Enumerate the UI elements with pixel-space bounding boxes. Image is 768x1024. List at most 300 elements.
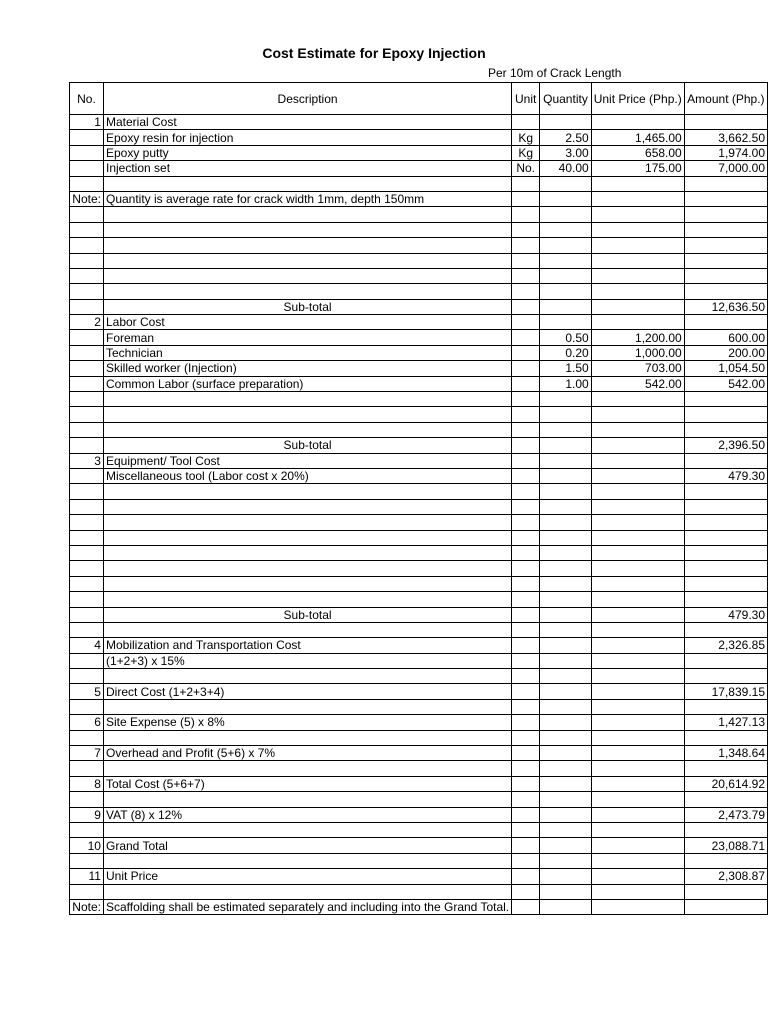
cell-unit — [512, 884, 540, 899]
cell-unit-price — [591, 284, 684, 299]
cell-description: Common Labor (surface preparation) — [103, 376, 511, 391]
cell-unit-price — [591, 392, 684, 407]
cell-description: Site Expense (5) x 8% — [103, 715, 511, 730]
cell-no — [70, 268, 104, 283]
cell-quantity — [540, 884, 591, 899]
cell-no: 11 — [70, 869, 104, 884]
cell-amount — [684, 222, 767, 237]
cell-unit — [512, 392, 540, 407]
cell-no — [70, 145, 104, 160]
cell-unit — [512, 315, 540, 330]
cell-unit-price — [591, 484, 684, 499]
cell-description: (1+2+3) x 15% — [103, 653, 511, 668]
cell-unit — [512, 622, 540, 637]
cell-description — [103, 545, 511, 560]
cell-unit — [512, 407, 540, 422]
cell-no — [70, 515, 104, 530]
cell-quantity: 40.00 — [540, 161, 591, 176]
cell-amount — [684, 207, 767, 222]
cell-unit — [512, 807, 540, 822]
cell-unit-price — [591, 638, 684, 653]
cell-no — [70, 176, 104, 191]
cell-quantity — [540, 176, 591, 191]
cell-unit — [512, 468, 540, 483]
cell-unit — [512, 715, 540, 730]
cell-unit — [512, 484, 540, 499]
cell-unit-price — [591, 530, 684, 545]
cell-no — [70, 822, 104, 837]
cell-description — [103, 222, 511, 237]
cell-description: Direct Cost (1+2+3+4) — [103, 684, 511, 699]
cell-unit-price: 703.00 — [591, 361, 684, 376]
cell-description — [103, 515, 511, 530]
cell-quantity — [540, 407, 591, 422]
table-row — [70, 299, 768, 314]
cell-no — [70, 622, 104, 637]
cell-unit — [512, 869, 540, 884]
cell-no: 5 — [70, 684, 104, 699]
cell-unit — [512, 699, 540, 714]
cell-quantity — [540, 607, 591, 622]
table-row — [70, 545, 768, 560]
cell-amount — [684, 884, 767, 899]
cell-unit-price — [591, 622, 684, 637]
cell-no — [70, 361, 104, 376]
cell-unit — [512, 330, 540, 345]
cell-no — [70, 530, 104, 545]
cell-unit — [512, 792, 540, 807]
cell-no — [70, 345, 104, 360]
cell-unit — [512, 853, 540, 868]
cell-description — [103, 253, 511, 268]
cell-unit-price — [591, 746, 684, 761]
cell-amount: 479.30 — [684, 607, 767, 622]
cell-no — [70, 607, 104, 622]
table-row — [70, 345, 768, 360]
table-row — [70, 684, 768, 699]
cell-description — [103, 622, 511, 637]
cell-quantity: 0.20 — [540, 345, 591, 360]
cell-description — [103, 268, 511, 283]
cell-amount — [684, 592, 767, 607]
table-row — [70, 376, 768, 391]
cell-unit-price — [591, 792, 684, 807]
cell-quantity — [540, 853, 591, 868]
cell-amount — [684, 238, 767, 253]
table-row — [70, 361, 768, 376]
cell-description — [103, 792, 511, 807]
cell-quantity — [540, 545, 591, 560]
cell-no — [70, 299, 104, 314]
cell-description: Material Cost — [103, 115, 511, 130]
cell-quantity — [540, 899, 591, 914]
cell-description: Epoxy putty — [103, 145, 511, 160]
cell-amount: 20,614.92 — [684, 776, 767, 791]
cell-no — [70, 730, 104, 745]
cell-no: 1 — [70, 115, 104, 130]
cell-amount: 1,427.13 — [684, 715, 767, 730]
cell-no — [70, 330, 104, 345]
cell-unit — [512, 191, 540, 206]
cell-description — [103, 484, 511, 499]
cell-description: Sub-total — [103, 438, 511, 453]
cell-unit — [512, 530, 540, 545]
cost-estimate-table — [69, 82, 768, 915]
cell-unit-price — [591, 238, 684, 253]
cell-description: Grand Total — [103, 838, 511, 853]
cell-unit-price — [591, 653, 684, 668]
cell-quantity — [540, 792, 591, 807]
cell-unit — [512, 669, 540, 684]
cell-quantity — [540, 315, 591, 330]
cell-quantity — [540, 284, 591, 299]
cell-no — [70, 392, 104, 407]
cell-unit-price — [591, 207, 684, 222]
cell-amount: 7,000.00 — [684, 161, 767, 176]
cell-description — [103, 530, 511, 545]
cell-unit-price — [591, 468, 684, 483]
cell-description: Miscellaneous tool (Labor cost x 20%) — [103, 468, 511, 483]
cell-quantity — [540, 268, 591, 283]
cell-quantity — [540, 438, 591, 453]
cell-no: Note: — [70, 899, 104, 914]
table-row — [70, 838, 768, 853]
cell-unit — [512, 684, 540, 699]
table-row — [70, 453, 768, 468]
cell-unit-price — [591, 899, 684, 914]
cell-amount — [684, 453, 767, 468]
table-row — [70, 392, 768, 407]
cell-description — [103, 499, 511, 514]
cell-unit-price — [591, 669, 684, 684]
cell-unit — [512, 207, 540, 222]
cell-unit — [512, 299, 540, 314]
cell-unit — [512, 222, 540, 237]
cell-description: Total Cost (5+6+7) — [103, 776, 511, 791]
header-row — [70, 83, 768, 115]
cell-amount: 1,974.00 — [684, 145, 767, 160]
cell-amount — [684, 699, 767, 714]
cell-quantity — [540, 392, 591, 407]
header-unit-price: Unit Price (Php.) — [591, 83, 684, 115]
cell-description — [103, 176, 511, 191]
cell-unit-price — [591, 869, 684, 884]
cell-unit — [512, 561, 540, 576]
table-row — [70, 746, 768, 761]
cell-amount — [684, 576, 767, 591]
cell-no — [70, 161, 104, 176]
table-row — [70, 176, 768, 191]
cell-description: Mobilization and Transportation Cost — [103, 638, 511, 653]
cell-amount — [684, 761, 767, 776]
cell-description: Injection set — [103, 161, 511, 176]
cell-no: Note: — [70, 191, 104, 206]
cell-unit — [512, 422, 540, 437]
cell-unit — [512, 268, 540, 283]
cell-unit-price: 542.00 — [591, 376, 684, 391]
cell-description — [103, 884, 511, 899]
cell-unit — [512, 499, 540, 514]
cell-amount — [684, 530, 767, 545]
header-no: No. — [70, 83, 104, 115]
cell-unit — [512, 653, 540, 668]
cell-unit — [512, 822, 540, 837]
cell-quantity — [540, 622, 591, 637]
cell-no: 6 — [70, 715, 104, 730]
cell-unit-price: 1,465.00 — [591, 130, 684, 145]
cell-unit-price — [591, 453, 684, 468]
cell-amount — [684, 253, 767, 268]
table-row — [70, 715, 768, 730]
cell-no: 2 — [70, 315, 104, 330]
table-row — [70, 238, 768, 253]
cell-unit-price: 1,200.00 — [591, 330, 684, 345]
table-row — [70, 284, 768, 299]
per-length-note: Per 10m of Crack Length — [488, 66, 622, 80]
cell-quantity — [540, 561, 591, 576]
cell-no: 4 — [70, 638, 104, 653]
cell-unit-price — [591, 499, 684, 514]
cell-quantity — [540, 776, 591, 791]
cell-amount — [684, 515, 767, 530]
table-row — [70, 792, 768, 807]
header-unit: Unit — [512, 83, 540, 115]
cell-amount — [684, 407, 767, 422]
table-row — [70, 576, 768, 591]
cell-description: Quantity is average rate for crack width 1mm, depth 150mm — [103, 191, 511, 206]
cell-no — [70, 238, 104, 253]
cell-quantity — [540, 222, 591, 237]
cell-unit-price — [591, 561, 684, 576]
cell-description: Labor Cost — [103, 315, 511, 330]
cell-amount: 600.00 — [684, 330, 767, 345]
cell-quantity: 2.50 — [540, 130, 591, 145]
cell-unit-price: 175.00 — [591, 161, 684, 176]
table-row — [70, 853, 768, 868]
cell-unit — [512, 545, 540, 560]
cell-amount — [684, 561, 767, 576]
cell-amount — [684, 176, 767, 191]
cell-amount: 2,308.87 — [684, 869, 767, 884]
cell-unit-price — [591, 715, 684, 730]
cell-quantity — [540, 699, 591, 714]
cell-amount — [684, 792, 767, 807]
cell-no: 8 — [70, 776, 104, 791]
cell-description: Overhead and Profit (5+6) x 7% — [103, 746, 511, 761]
cell-quantity — [540, 730, 591, 745]
cell-unit-price — [591, 515, 684, 530]
cell-quantity — [540, 484, 591, 499]
cell-amount — [684, 268, 767, 283]
cell-amount — [684, 822, 767, 837]
cell-amount: 12,636.50 — [684, 299, 767, 314]
cell-unit — [512, 438, 540, 453]
cell-amount: 1,054.50 — [684, 361, 767, 376]
cell-no — [70, 438, 104, 453]
cell-unit-price — [591, 299, 684, 314]
cell-quantity: 3.00 — [540, 145, 591, 160]
cell-description — [103, 422, 511, 437]
table-row — [70, 530, 768, 545]
cell-quantity — [540, 669, 591, 684]
table-row — [70, 315, 768, 330]
cell-no — [70, 376, 104, 391]
cell-unit — [512, 746, 540, 761]
table-row — [70, 207, 768, 222]
table-row — [70, 115, 768, 130]
cell-unit — [512, 730, 540, 745]
cell-no — [70, 592, 104, 607]
table-row — [70, 484, 768, 499]
table-row — [70, 253, 768, 268]
cell-amount — [684, 392, 767, 407]
cell-description: Foreman — [103, 330, 511, 345]
cell-unit — [512, 638, 540, 653]
cell-description: Technician — [103, 345, 511, 360]
cell-unit: Kg — [512, 130, 540, 145]
table-row — [70, 499, 768, 514]
cell-unit-price — [591, 268, 684, 283]
cell-quantity — [540, 638, 591, 653]
cell-unit — [512, 761, 540, 776]
cell-description: Sub-total — [103, 607, 511, 622]
cell-quantity — [540, 807, 591, 822]
cell-unit — [512, 453, 540, 468]
cell-no: 10 — [70, 838, 104, 853]
cell-amount — [684, 730, 767, 745]
cell-quantity — [540, 207, 591, 222]
cell-amount: 17,839.15 — [684, 684, 767, 699]
cell-amount: 2,326.85 — [684, 638, 767, 653]
header-amount: Amount (Php.) — [684, 83, 767, 115]
table-row — [70, 776, 768, 791]
cell-no — [70, 561, 104, 576]
cell-quantity — [540, 453, 591, 468]
cell-unit — [512, 176, 540, 191]
cell-unit — [512, 576, 540, 591]
cell-amount: 2,396.50 — [684, 438, 767, 453]
cell-unit-price — [591, 422, 684, 437]
cell-no — [70, 545, 104, 560]
cell-description — [103, 699, 511, 714]
cell-unit-price — [591, 438, 684, 453]
cell-unit-price — [591, 884, 684, 899]
cell-quantity — [540, 422, 591, 437]
cell-unit-price — [591, 607, 684, 622]
cell-quantity — [540, 499, 591, 514]
cell-unit — [512, 899, 540, 914]
cell-unit — [512, 838, 540, 853]
cell-amount — [684, 315, 767, 330]
cell-unit-price — [591, 761, 684, 776]
cell-no — [70, 499, 104, 514]
cell-description — [103, 730, 511, 745]
cell-amount: 1,348.64 — [684, 746, 767, 761]
cell-unit-price — [591, 545, 684, 560]
cell-no — [70, 699, 104, 714]
table-row — [70, 622, 768, 637]
table-row — [70, 869, 768, 884]
cell-unit-price — [591, 684, 684, 699]
cell-no — [70, 853, 104, 868]
cell-unit — [512, 515, 540, 530]
table-row — [70, 607, 768, 622]
cell-quantity — [540, 299, 591, 314]
cell-unit-price: 658.00 — [591, 145, 684, 160]
table-row — [70, 515, 768, 530]
cell-unit-price — [591, 699, 684, 714]
cell-description: Skilled worker (Injection) — [103, 361, 511, 376]
cell-amount — [684, 422, 767, 437]
cell-quantity — [540, 869, 591, 884]
cell-description — [103, 669, 511, 684]
table-row — [70, 330, 768, 345]
table-row — [70, 268, 768, 283]
table-row — [70, 653, 768, 668]
table-row — [70, 884, 768, 899]
cell-quantity — [540, 715, 591, 730]
cell-quantity — [540, 115, 591, 130]
cell-no — [70, 576, 104, 591]
document-title: Cost Estimate for Epoxy Injection — [262, 45, 486, 61]
cell-amount: 479.30 — [684, 468, 767, 483]
cell-amount — [684, 115, 767, 130]
cell-unit-price — [591, 115, 684, 130]
cell-no — [70, 792, 104, 807]
header-description: Description — [103, 83, 511, 115]
cell-description — [103, 561, 511, 576]
cell-unit-price — [591, 822, 684, 837]
cell-quantity — [540, 191, 591, 206]
table-row — [70, 145, 768, 160]
cell-description: Unit Price — [103, 869, 511, 884]
table-row — [70, 191, 768, 206]
cell-quantity — [540, 515, 591, 530]
cell-no — [70, 468, 104, 483]
table-row — [70, 730, 768, 745]
cell-description — [103, 238, 511, 253]
cell-amount — [684, 899, 767, 914]
cell-amount: 542.00 — [684, 376, 767, 391]
cell-quantity — [540, 253, 591, 268]
cell-unit-price — [591, 222, 684, 237]
table-row — [70, 699, 768, 714]
cell-quantity — [540, 653, 591, 668]
cell-description — [103, 592, 511, 607]
cell-description: Equipment/ Tool Cost — [103, 453, 511, 468]
table-row — [70, 822, 768, 837]
cell-unit-price — [591, 191, 684, 206]
cell-unit — [512, 592, 540, 607]
cell-unit-price — [591, 776, 684, 791]
cell-unit — [512, 376, 540, 391]
cell-unit — [512, 253, 540, 268]
cell-unit — [512, 776, 540, 791]
cell-no — [70, 222, 104, 237]
cell-amount — [684, 484, 767, 499]
cell-amount: 2,473.79 — [684, 807, 767, 822]
table-row — [70, 561, 768, 576]
table-row — [70, 438, 768, 453]
cell-amount: 3,662.50 — [684, 130, 767, 145]
cell-description — [103, 576, 511, 591]
cell-quantity — [540, 746, 591, 761]
cell-unit-price — [591, 176, 684, 191]
table-row — [70, 807, 768, 822]
cell-no — [70, 407, 104, 422]
cell-quantity — [540, 238, 591, 253]
cell-quantity — [540, 761, 591, 776]
